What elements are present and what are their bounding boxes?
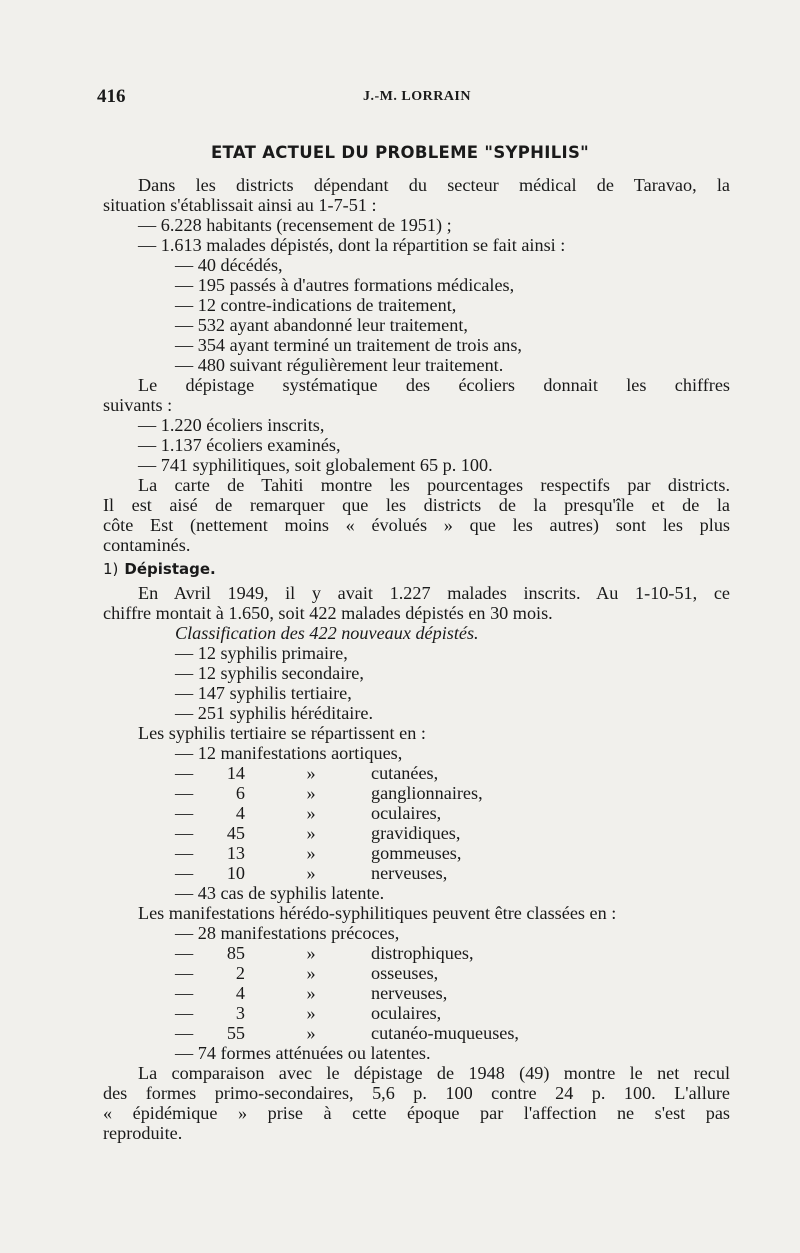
list-item: — 40 décédés, [175,255,283,275]
list-item: — 74 formes atténuées ou latentes. [175,1043,431,1063]
list-item [103,843,730,863]
paragraph-line: « épidémique » prise à cette époque par l'affection ne s'est pas [103,1103,730,1123]
list-item-q: » [306,963,316,983]
section-title: ETAT ACTUEL DU PROBLEME "SYPHILIS" [210,143,590,162]
list-item-dash: — [175,963,194,983]
list-item [103,1023,730,1043]
paragraph-line: reproduite. [103,1123,183,1143]
list-item-label: gommeuses, [371,843,462,863]
paragraph-line: chiffre montait à 1.650, soit 422 malades dépistés en 30 mois. [103,603,553,623]
list-item-q: » [306,803,316,823]
body-text [103,175,730,1143]
list-item: — 6.228 habitants (recensement de 1951) ; [138,215,452,235]
list-item-n: 4 [235,983,245,1003]
list-item-q: » [306,983,316,1003]
list-item-n: 3 [235,1003,245,1023]
list-item-dash: — [175,943,194,963]
list-item-q: » [306,1023,316,1043]
list-item-n: 4 [235,803,245,823]
list-item-label: nerveuses, [371,983,448,1003]
paragraph-line: Dans les districts dépendant du secteur médical de Taravao, la [138,175,730,195]
list-item: — 195 passés à d'autres formations médicales, [175,275,515,295]
list-item-n: 55 [226,1023,245,1043]
paragraph-line: contaminés. [103,535,191,555]
list-item [103,1003,730,1023]
paragraph-line: des formes primo-secondaires, 5,6 p. 100 contre 24 p. 100. L'allure [103,1083,730,1103]
list-item-q: » [306,823,316,843]
classification-heading: Classification des 422 nouveaux dépistés. [175,623,479,643]
list-item-dash: — [175,783,194,803]
list-item: — 12 syphilis secondaire, [175,663,364,683]
list-item: — 12 contre-indications de traitement, [175,295,457,315]
list-item [103,963,730,983]
paragraph-line: La comparaison avec le dépistage de 1948 (49) montre le net recul [138,1063,730,1083]
list-item: — 12 manifestations aortiques, [175,743,403,763]
list-item [103,863,730,883]
list-item: — 1.220 écoliers inscrits, [138,415,325,435]
subsection-number: 1) [103,560,119,578]
list-item [103,763,730,783]
list-item-label: cutanées, [371,763,439,783]
list-item-q: » [306,763,316,783]
list-item-label: gravidiques, [371,823,461,843]
list-item-n: 13 [226,843,245,863]
list-item: — 43 cas de syphilis latente. [175,883,385,903]
list-item-dash: — [175,803,194,823]
list-item [103,983,730,1003]
running-head: J.-M. LORRAIN [363,89,471,104]
list-item-q: » [306,863,316,883]
list-item [103,943,730,963]
list-item-label: oculaires, [371,803,442,823]
list-item-q: » [306,1003,316,1023]
list-item-n: 10 [226,863,245,883]
list-item-n: 6 [235,783,245,803]
list-item-n: 14 [226,763,245,783]
list-item [103,783,730,803]
list-item: — 532 ayant abandonné leur traitement, [175,315,468,335]
paragraph-line: suivants : [103,395,173,415]
subsection-title: Dépistage. [124,560,216,578]
list-item-dash: — [175,823,194,843]
list-item: — 480 suivant régulièrement leur traitement. [175,355,504,375]
page-number: 416 [97,86,126,107]
list-item-label: osseuses, [371,963,439,983]
list-item: — 251 syphilis héréditaire. [175,703,374,723]
list-item [103,803,730,823]
list-item-q: » [306,943,316,963]
list-item: — 354 ayant terminé un traitement de trois ans, [175,335,522,355]
paragraph-line: En Avril 1949, il y avait 1.227 malades inscrits. Au 1-10-51, ce [138,583,730,603]
subsection-heading [103,559,730,579]
list-item-label: nerveuses, [371,863,448,883]
list-item-q: » [306,843,316,863]
list-item-dash: — [175,843,194,863]
list-item-n: 85 [226,943,245,963]
list-item-dash: — [175,863,194,883]
list-item-n: 2 [235,963,245,983]
list-item: — 741 syphilitiques, soit globalement 65 p. 100. [138,455,493,475]
list-item: — 1.137 écoliers examinés, [138,435,341,455]
paragraph-line: Le dépistage systématique des écoliers donnait les chiffres [138,375,730,395]
list-item-label: ganglionnaires, [371,783,483,803]
list-item: — 1.613 malades dépistés, dont la répartition se fait ainsi : [138,235,566,255]
paragraph-line: Les syphilis tertiaire se répartissent en : [138,723,426,743]
list-item: — 12 syphilis primaire, [175,643,348,663]
paragraph-line: côte Est (nettement moins « évolués » que les autres) sont les plus [103,515,730,535]
list-item-dash: — [175,763,194,783]
list-item [103,823,730,843]
list-item-label: distrophiques, [371,943,474,963]
list-item-n: 45 [226,823,245,843]
list-item: — 28 manifestations précoces, [175,923,400,943]
paragraph-line: Il est aisé de remarquer que les districts de la presqu'île et de la [103,495,730,515]
list-item-label: oculaires, [371,1003,442,1023]
list-item: — 147 syphilis tertiaire, [175,683,352,703]
list-item-dash: — [175,1023,194,1043]
list-item-q: » [306,783,316,803]
list-item-label: cutanéo-muqueuses, [371,1023,519,1043]
page-header [97,86,737,110]
paragraph-line: Les manifestations hérédo-syphilitiques peuvent être classées en : [138,903,617,923]
paragraph-line: situation s'établissait ainsi au 1-7-51 : [103,195,377,215]
list-item-dash: — [175,1003,194,1023]
list-item-dash: — [175,983,194,1003]
paragraph-line: La carte de Tahiti montre les pourcentages respectifs par districts. [138,475,730,495]
